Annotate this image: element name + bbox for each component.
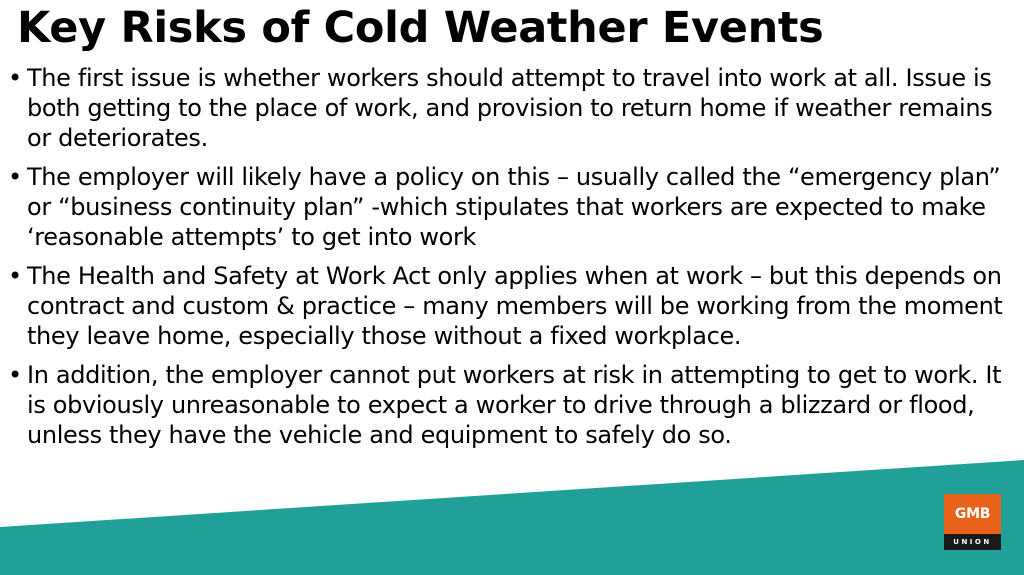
bullet-list <box>8 63 1008 459</box>
gmb-union-logo <box>944 494 1001 550</box>
bullet-text: In addition, the employer cannot put workers at risk in attempting to get to work. It is obviously unreasonable to expect a worker to drive through a blizzard or flood, unless they have the vehicle and equipment to safely do so. <box>27 361 1002 449</box>
slide-title: Key Risks of Cold Weather Events <box>17 3 824 53</box>
bullet-text: The first issue is whether workers should attempt to travel into work at all. Issue is both getting to the place of work, and provision to return home if weather remains or deteriorates. <box>27 64 993 152</box>
bullet-item <box>8 162 1008 252</box>
logo-name: GMB <box>944 494 1001 534</box>
logo-subtitle: UNION <box>953 538 992 546</box>
bullet-marker: • <box>8 361 23 389</box>
bullet-marker: • <box>8 262 23 290</box>
bullet-text: The Health and Safety at Work Act only applies when at work – but this depends on contract and custom & practice – many members will be working from the moment they leave home, especially those without a fixed workplace. <box>27 262 1003 350</box>
bullet-marker: • <box>8 64 23 92</box>
teal-band-shape <box>0 460 1024 575</box>
bullet-text: The employer will likely have a policy on this – usually called the “emergency plan” or “business continuity plan” -which stipulates that workers are expected to make ‘reasonable attempts’ to get into work <box>27 163 1001 251</box>
bullet-marker: • <box>8 163 23 191</box>
bullet-item <box>8 261 1008 351</box>
bullet-item <box>8 360 1008 450</box>
bullet-item <box>8 63 1008 153</box>
